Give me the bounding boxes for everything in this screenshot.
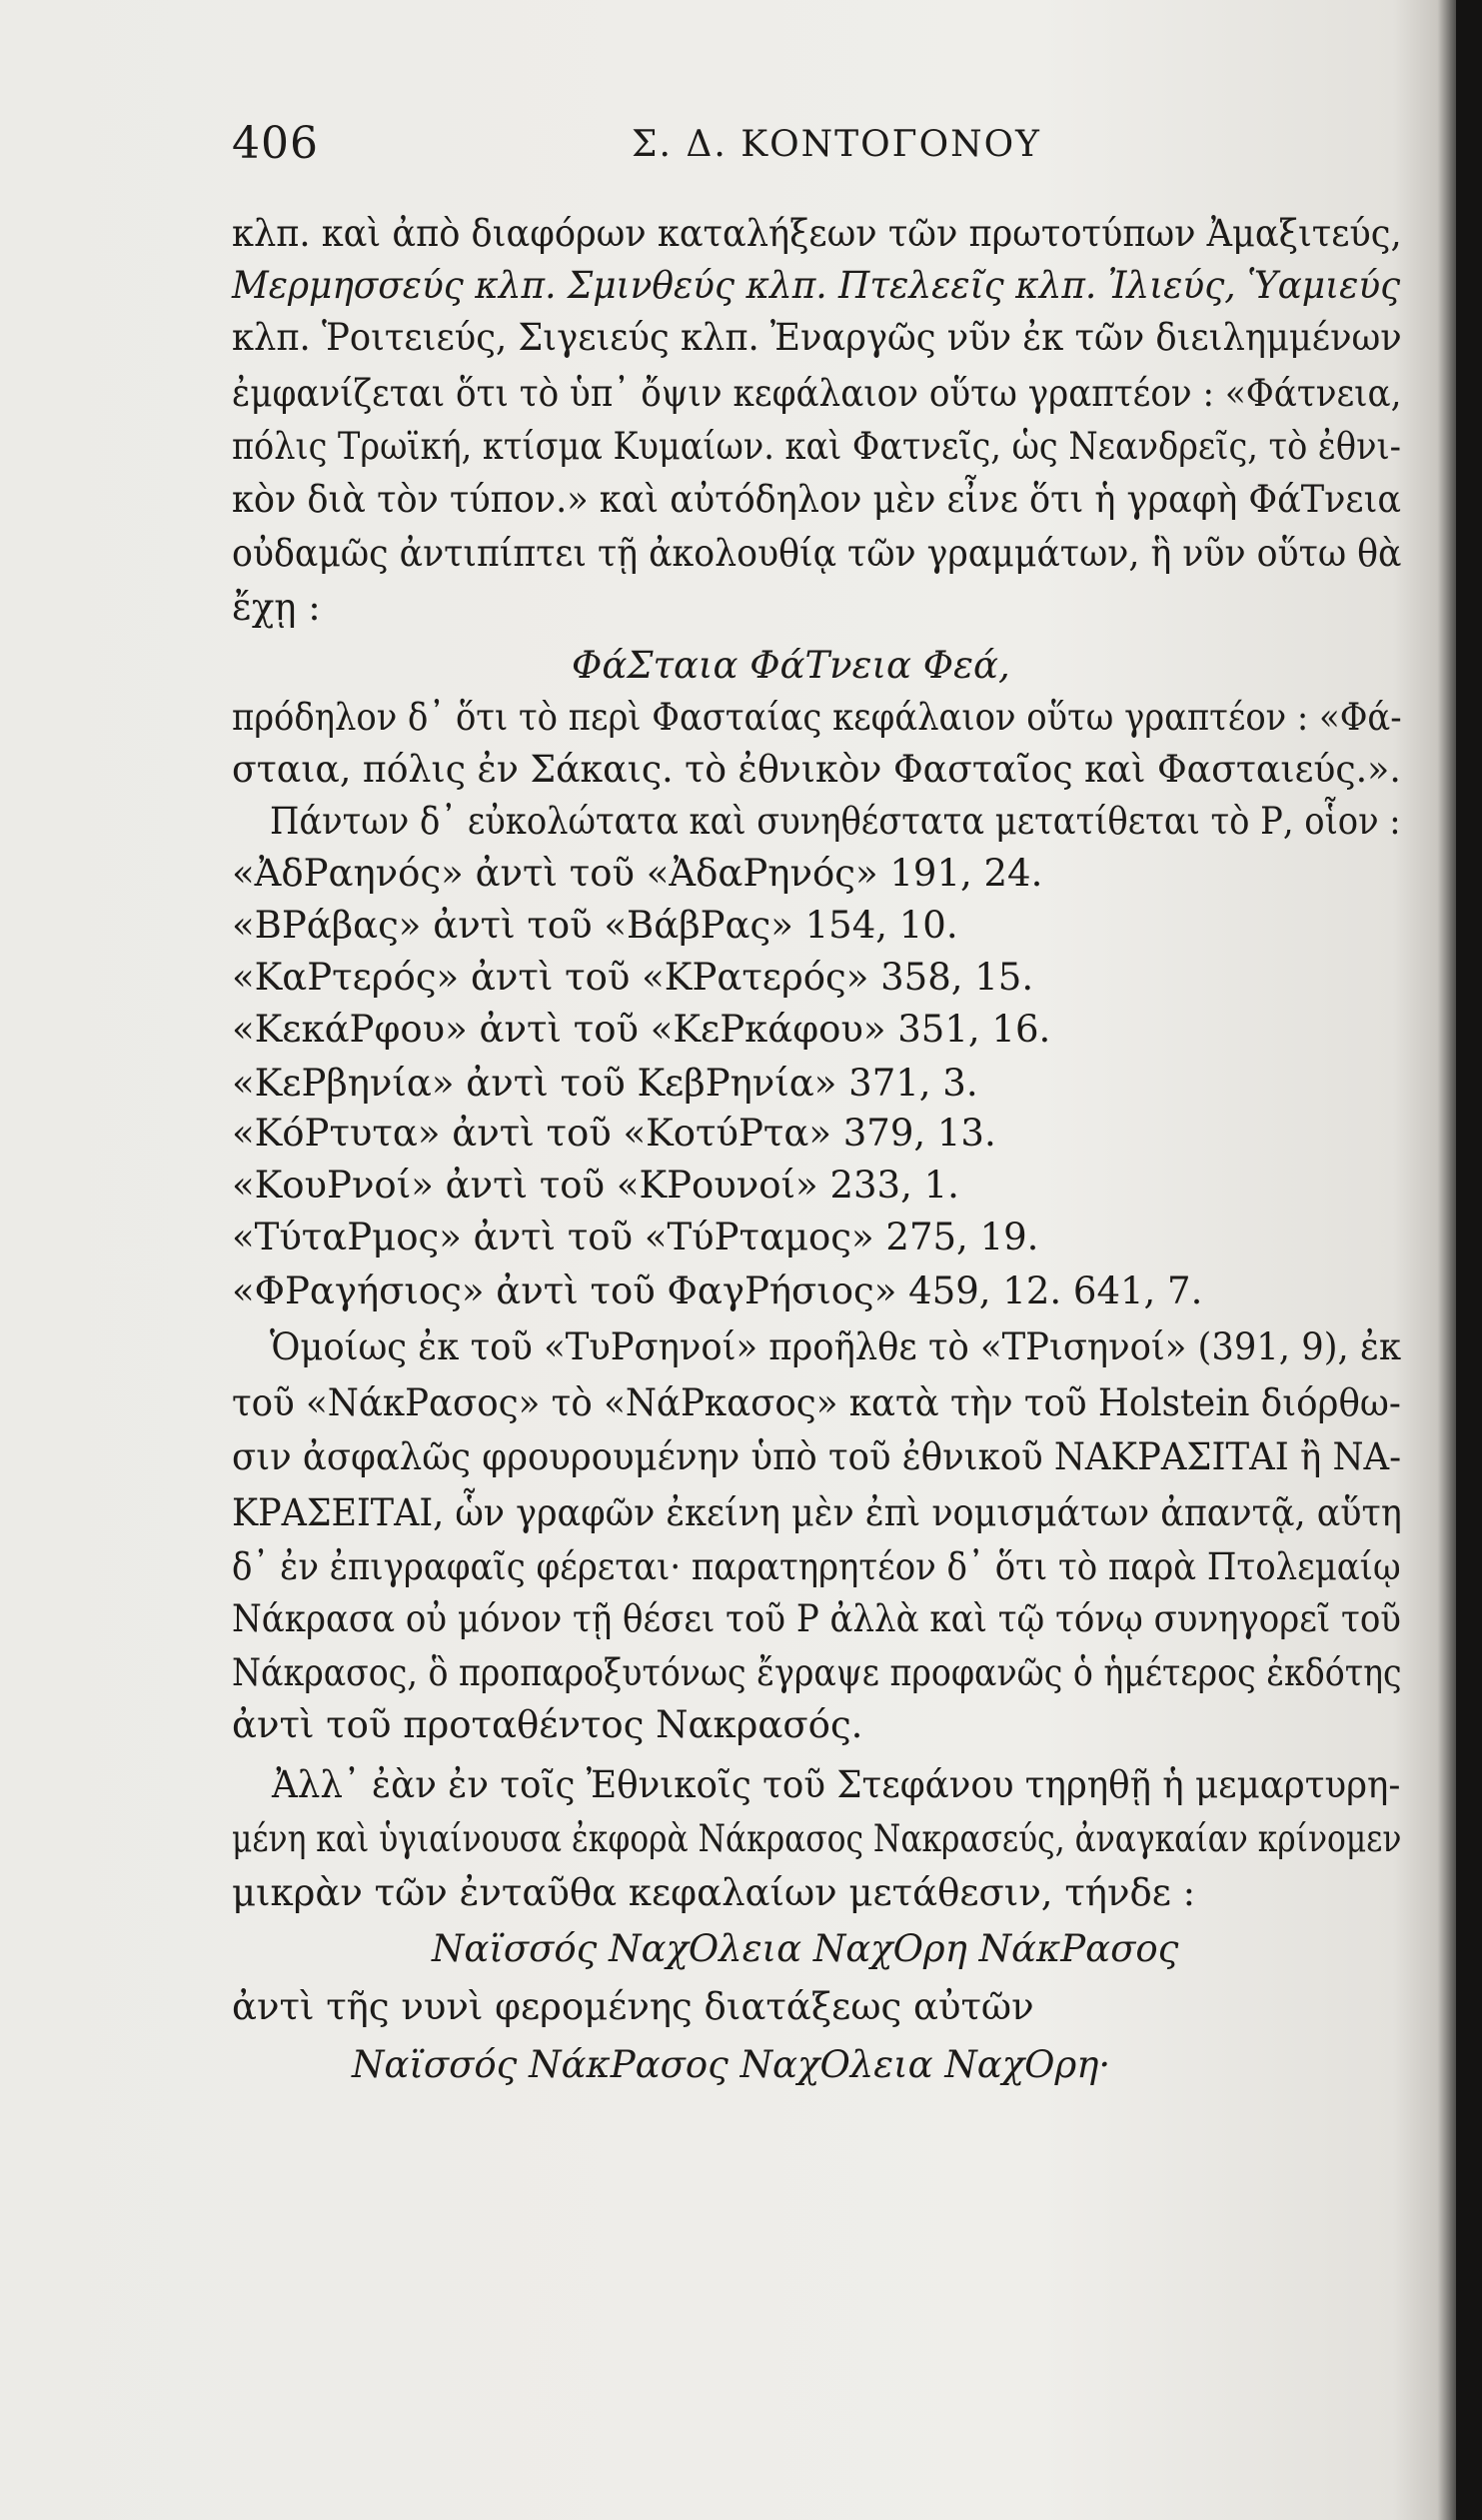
text-line: «ΚόΡτυτα» ἀντὶ τοῦ «ΚοτύΡτα» 379, 13. <box>232 1112 996 1155</box>
text-line: Ναϊσσός ΝαχΟλεια ΝαχΟρη ΝάκΡασος <box>432 1927 1179 1970</box>
text-line: κλπ. καὶ ἀπὸ διαφόρων καταλήξεων τῶν πρωτοτύπων Ἀμαξιτεύς, <box>232 212 1402 255</box>
text-line: «ΒΡάβας» ἀντὶ τοῦ «ΒάβΡας» 154, 10. <box>232 904 958 947</box>
text-line: «ΚαΡτερός» ἀντὶ τοῦ «ΚΡατερός» 358, 15. <box>232 956 1034 999</box>
text-line: Νάκρασα οὐ μόνον τῇ θέσει τοῦ Ρ ἀλλὰ καὶ τῷ τόνῳ συνηγορεῖ τοῦ <box>232 1597 1401 1640</box>
text-line: Ναϊσσός ΝάκΡασος ΝαχΟλεια ΝαχΟρη· <box>352 2043 1111 2086</box>
text-line: ἔχῃ : <box>232 586 321 629</box>
text-line: πρόδηλον δ᾽ ὅτι τὸ περὶ Φασταίας κεφάλαιον οὕτω γραπτέον : «Φά- <box>232 696 1402 739</box>
page-header <box>232 118 1131 178</box>
text-line: ΚΡΑΣΕΙΤΑΙ, ὧν γραφῶν ἐκείνη μὲν ἐπὶ νομισμάτων ἀπαντᾷ, αὕτη <box>232 1491 1402 1534</box>
text-line: οὐδαμῶς ἀντιπίπτει τῇ ἀκολουθίᾳ τῶν γραμμάτων, ἣ νῦν οὕτω θὰ <box>232 532 1402 575</box>
text-line: κὸν διὰ τὸν τύπον.» καὶ αὐτόδηλον μὲν εἶνε ὅτι ἡ γραφὴ ΦάΤνεια <box>232 478 1401 521</box>
text-line: «ΚεκάΡφου» ἀντὶ τοῦ «ΚεΡκάφου» 351, 16. <box>232 1008 1051 1051</box>
text-line: πόλις Τρωϊκή, κτίσμα Κυμαίων. καὶ Φατνεῖς, ὡς Νεανδρεῖς, τὸ ἐθνι- <box>232 425 1401 468</box>
text-line: Ἀλλ᾽ ἐὰν ἐν τοῖς Ἐθνικοῖς τοῦ Στεφάνου τηρηθῇ ἡ μεμαρτυρη- <box>272 1763 1401 1806</box>
text-line: Μερμησσεύς κλπ. Σμινθεύς κλπ. Πτελεεῖς κλπ. Ἰλιεύς, Ὑαμιεύς <box>232 264 1401 307</box>
text-line: κλπ. Ῥοιτειεύς, Σιγειεύς κλπ. Ἐναργῶς νῦν ἐκ τῶν διειλημμένων <box>232 316 1402 359</box>
text-line: «ΤύταΡμος» ἀντὶ τοῦ «ΤύΡταμος» 275, 19. <box>232 1216 1039 1259</box>
text-line: τοῦ «ΝάκΡασος» τὸ «ΝάΡκασος» κατὰ τὴν τοῦ Holstein διόρθω- <box>232 1381 1401 1424</box>
running-head: Σ. Δ. ΚΟΝΤΟΓΟΝΟΥ <box>632 124 1041 165</box>
text-line: «ΚεΡβηνία» ἀντὶ τοῦ ΚεβΡηνία» 371, 3. <box>232 1062 978 1105</box>
text-line: Ὁμοίως ἐκ τοῦ «ΤυΡσηνοί» προῆλθε τὸ «ΤΡισηνοί» (391, 9), ἐκ <box>270 1325 1402 1368</box>
book-spine-shadow <box>1456 0 1482 2520</box>
text-line: ΦάΣταια ΦάΤνεια Φεά, <box>572 644 1010 687</box>
text-line: ἀντὶ τοῦ προταθέντος Νακρασός. <box>232 1703 863 1746</box>
text-line: Πάντων δ᾽ εὐκολώτατα καὶ συνηθέστατα μετατίθεται τὸ Ρ, οἷον : <box>270 800 1401 843</box>
text-line: «ΦΡαγήσιος» ἀντὶ τοῦ ΦαγΡήσιος» 459, 12. 641, 7. <box>232 1269 1203 1312</box>
text-line: Νάκρασος, ὃ προπαροξυτόνως ἔγραψε προφανῶς ὁ ἡμέτερος ἐκδότης <box>232 1651 1402 1694</box>
text-line: ἀντὶ τῆς νυνὶ φερομένης διατάξεως αὐτῶν <box>232 1985 1034 2028</box>
text-line: δ᾽ ἐν ἐπιγραφαῖς φέρεται· παρατηρητέον δ᾽ ὅτι τὸ παρὰ Πτολεμαίῳ <box>232 1545 1401 1588</box>
text-line: μικρὰν τῶν ἐνταῦθα κεφαλαίων μετάθεσιν, τήνδε : <box>232 1871 1196 1914</box>
text-line: ἐμφανίζεται ὅτι τὸ ὑπ᾽ ὄψιν κεφάλαιον οὕτω γραπτέον : «Φάτνεια, <box>232 372 1402 415</box>
text-line: σταια, πόλις ἐν Σάκαις. τὸ ἐθνικὸν Φασταῖος καὶ Φασταιεύς.». <box>232 748 1401 791</box>
text-line: σιν ἀσφαλῶς φρουρουμένην ὑπὸ τοῦ ἐθνικοῦ ΝΑΚΡΑΣΙΤΑΙ ἢ ΝΑ- <box>232 1435 1402 1478</box>
text-line: «ΚουΡνοί» ἀντὶ τοῦ «ΚΡουνοί» 233, 1. <box>232 1164 959 1207</box>
text-line: «ἈδΡαηνός» ἀντὶ τοῦ «ἈδαΡηνός» 191, 24. <box>232 852 1043 895</box>
page-number: 406 <box>232 118 319 169</box>
text-line: μένη καὶ ὑγιαίνουσα ἐκφορὰ Νάκρασος Νακρασεύς, ἀναγκαίαν κρίνομεν <box>232 1817 1402 1860</box>
